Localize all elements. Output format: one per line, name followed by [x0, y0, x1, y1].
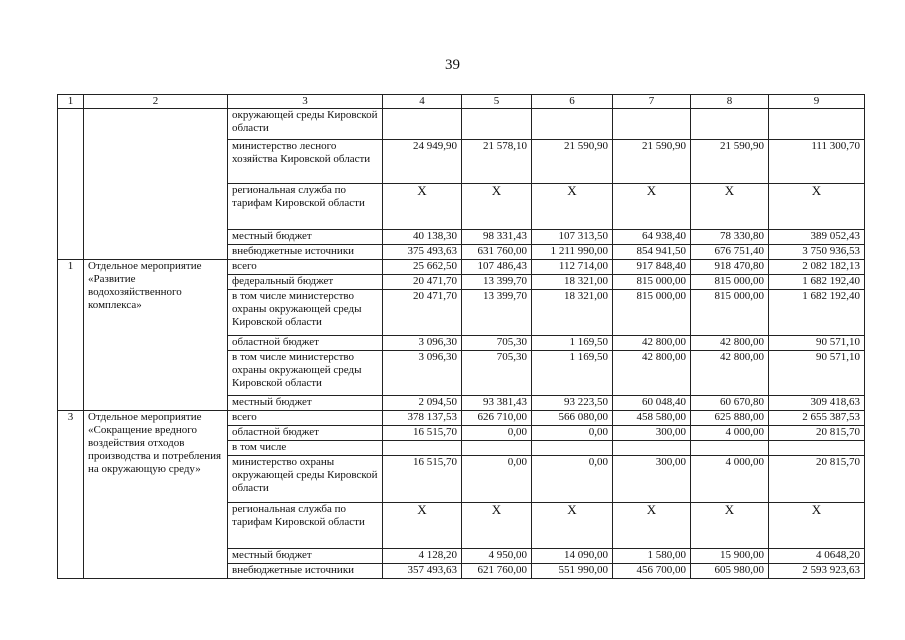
- amount-cell: 566 080,00: [532, 411, 613, 426]
- amount-cell: 21 590,90: [613, 140, 691, 184]
- amount-cell: 4 000,00: [691, 456, 769, 503]
- amount-cell: 20 815,70: [769, 426, 865, 441]
- row-number-cell: [58, 109, 84, 260]
- amount-cell: 918 470,80: [691, 260, 769, 275]
- amount-cell: 42 800,00: [613, 351, 691, 396]
- amount-cell: 20 815,70: [769, 456, 865, 503]
- funding-source: региональная служба по тарифам Кировской области: [228, 184, 383, 230]
- amount-cell: 21 590,90: [691, 140, 769, 184]
- na-mark: Х: [769, 503, 865, 549]
- amount-cell: 705,30: [462, 351, 532, 396]
- amount-cell: 854 941,50: [613, 245, 691, 260]
- funding-source: в том числе министерство охраны окружающей среды Кировской области: [228, 290, 383, 336]
- table-row: [58, 109, 865, 140]
- amount-cell: 3 750 936,53: [769, 245, 865, 260]
- amount-cell: 21 590,90: [532, 140, 613, 184]
- na-mark: Х: [613, 503, 691, 549]
- funding-source: федеральный бюджет: [228, 275, 383, 290]
- amount-cell: 1 580,00: [613, 549, 691, 564]
- amount-cell: [613, 109, 691, 140]
- column-number: 6: [532, 95, 613, 109]
- amount-cell: 605 980,00: [691, 564, 769, 579]
- amount-cell: 90 571,10: [769, 336, 865, 351]
- amount-cell: 111 300,70: [769, 140, 865, 184]
- amount-cell: 300,00: [613, 426, 691, 441]
- amount-cell: [532, 109, 613, 140]
- amount-cell: 90 571,10: [769, 351, 865, 396]
- page-number: 39: [445, 57, 460, 73]
- column-number: 1: [58, 95, 84, 109]
- amount-cell: 1 682 192,40: [769, 290, 865, 336]
- funding-source: местный бюджет: [228, 230, 383, 245]
- amount-cell: 2 094,50: [383, 396, 462, 411]
- amount-cell: 0,00: [462, 456, 532, 503]
- amount-cell: 4 0648,20: [769, 549, 865, 564]
- amount-cell: 25 662,50: [383, 260, 462, 275]
- na-mark: Х: [383, 503, 462, 549]
- amount-cell: [769, 441, 865, 456]
- amount-cell: 98 331,43: [462, 230, 532, 245]
- na-mark: Х: [462, 503, 532, 549]
- na-mark: Х: [462, 184, 532, 230]
- amount-cell: 93 223,50: [532, 396, 613, 411]
- amount-cell: 631 760,00: [462, 245, 532, 260]
- amount-cell: 815 000,00: [613, 290, 691, 336]
- row-number-cell: 1: [58, 260, 84, 411]
- funding-source: министерство охраны окружающей среды Кировской области: [228, 456, 383, 503]
- amount-cell: 42 800,00: [691, 351, 769, 396]
- amount-cell: 1 169,50: [532, 336, 613, 351]
- amount-cell: 621 760,00: [462, 564, 532, 579]
- amount-cell: 1 169,50: [532, 351, 613, 396]
- amount-cell: 60 048,40: [613, 396, 691, 411]
- column-number: 5: [462, 95, 532, 109]
- funding-source: местный бюджет: [228, 549, 383, 564]
- funding-source: в том числе: [228, 441, 383, 456]
- amount-cell: 705,30: [462, 336, 532, 351]
- amount-cell: 42 800,00: [613, 336, 691, 351]
- amount-cell: [462, 109, 532, 140]
- amount-cell: 4 000,00: [691, 426, 769, 441]
- amount-cell: 0,00: [462, 426, 532, 441]
- funding-source: министерство лесного хозяйства Кировской области: [228, 140, 383, 184]
- na-mark: Х: [691, 184, 769, 230]
- amount-cell: 0,00: [532, 456, 613, 503]
- table-row: [58, 260, 865, 275]
- amount-cell: 4 950,00: [462, 549, 532, 564]
- amount-cell: 42 800,00: [691, 336, 769, 351]
- amount-cell: [691, 441, 769, 456]
- na-mark: Х: [769, 184, 865, 230]
- amount-cell: 107 313,50: [532, 230, 613, 245]
- amount-cell: 64 938,40: [613, 230, 691, 245]
- column-number: 4: [383, 95, 462, 109]
- column-number: 2: [84, 95, 228, 109]
- event-name-cell: Отдельное мероприятие «Сокращение вредного воздействия отходов производства и потребления на окружающую среду»: [84, 411, 228, 579]
- funding-source: в том числе министерство охраны окружающей среды Кировской области: [228, 351, 383, 396]
- amount-cell: 676 751,40: [691, 245, 769, 260]
- table-row: [58, 411, 865, 426]
- amount-cell: 551 990,00: [532, 564, 613, 579]
- amount-cell: 20 471,70: [383, 290, 462, 336]
- funding-source: местный бюджет: [228, 396, 383, 411]
- column-number: 7: [613, 95, 691, 109]
- amount-cell: 40 138,30: [383, 230, 462, 245]
- amount-cell: 93 381,43: [462, 396, 532, 411]
- amount-cell: 626 710,00: [462, 411, 532, 426]
- amount-cell: [613, 441, 691, 456]
- amount-cell: 0,00: [532, 426, 613, 441]
- amount-cell: 15 900,00: [691, 549, 769, 564]
- amount-cell: 458 580,00: [613, 411, 691, 426]
- amount-cell: 18 321,00: [532, 275, 613, 290]
- funding-source: региональная служба по тарифам Кировской области: [228, 503, 383, 549]
- amount-cell: 815 000,00: [613, 275, 691, 290]
- amount-cell: 24 949,90: [383, 140, 462, 184]
- amount-cell: 4 128,20: [383, 549, 462, 564]
- amount-cell: 13 399,70: [462, 275, 532, 290]
- funding-source: окружающей среды Кировской области: [228, 109, 383, 140]
- amount-cell: [462, 441, 532, 456]
- amount-cell: [383, 441, 462, 456]
- na-mark: Х: [691, 503, 769, 549]
- amount-cell: 815 000,00: [691, 275, 769, 290]
- amount-cell: 375 493,63: [383, 245, 462, 260]
- amount-cell: 3 096,30: [383, 351, 462, 396]
- row-number-cell: 3: [58, 411, 84, 579]
- amount-cell: 2 593 923,63: [769, 564, 865, 579]
- amount-cell: 1 682 192,40: [769, 275, 865, 290]
- amount-cell: 78 330,80: [691, 230, 769, 245]
- event-name-cell: Отдельное мероприятие «Развитие водохозяйственного комплекса»: [84, 260, 228, 411]
- amount-cell: 16 515,70: [383, 456, 462, 503]
- amount-cell: [769, 109, 865, 140]
- column-number: 9: [769, 95, 865, 109]
- amount-cell: 107 486,43: [462, 260, 532, 275]
- amount-cell: 1 211 990,00: [532, 245, 613, 260]
- funding-source: всего: [228, 411, 383, 426]
- amount-cell: 20 471,70: [383, 275, 462, 290]
- column-number: 3: [228, 95, 383, 109]
- amount-cell: 357 493,63: [383, 564, 462, 579]
- funding-source: внебюджетные источники: [228, 564, 383, 579]
- amount-cell: 16 515,70: [383, 426, 462, 441]
- amount-cell: 378 137,53: [383, 411, 462, 426]
- na-mark: Х: [532, 184, 613, 230]
- amount-cell: 2 082 182,13: [769, 260, 865, 275]
- funding-source: областной бюджет: [228, 336, 383, 351]
- amount-cell: 112 714,00: [532, 260, 613, 275]
- amount-cell: [383, 109, 462, 140]
- na-mark: Х: [383, 184, 462, 230]
- amount-cell: 456 700,00: [613, 564, 691, 579]
- amount-cell: [691, 109, 769, 140]
- funding-source: областной бюджет: [228, 426, 383, 441]
- event-name-cell: [84, 109, 228, 260]
- amount-cell: 300,00: [613, 456, 691, 503]
- column-number-row: [58, 95, 865, 109]
- amount-cell: 625 880,00: [691, 411, 769, 426]
- amount-cell: 2 655 387,53: [769, 411, 865, 426]
- amount-cell: 13 399,70: [462, 290, 532, 336]
- amount-cell: 21 578,10: [462, 140, 532, 184]
- amount-cell: 3 096,30: [383, 336, 462, 351]
- amount-cell: 18 321,00: [532, 290, 613, 336]
- amount-cell: 14 090,00: [532, 549, 613, 564]
- funding-source: всего: [228, 260, 383, 275]
- budget-table: [57, 94, 865, 579]
- amount-cell: 917 848,40: [613, 260, 691, 275]
- funding-source: внебюджетные источники: [228, 245, 383, 260]
- amount-cell: 60 670,80: [691, 396, 769, 411]
- na-mark: Х: [613, 184, 691, 230]
- amount-cell: 389 052,43: [769, 230, 865, 245]
- amount-cell: 815 000,00: [691, 290, 769, 336]
- amount-cell: [532, 441, 613, 456]
- column-number: 8: [691, 95, 769, 109]
- amount-cell: 309 418,63: [769, 396, 865, 411]
- na-mark: Х: [532, 503, 613, 549]
